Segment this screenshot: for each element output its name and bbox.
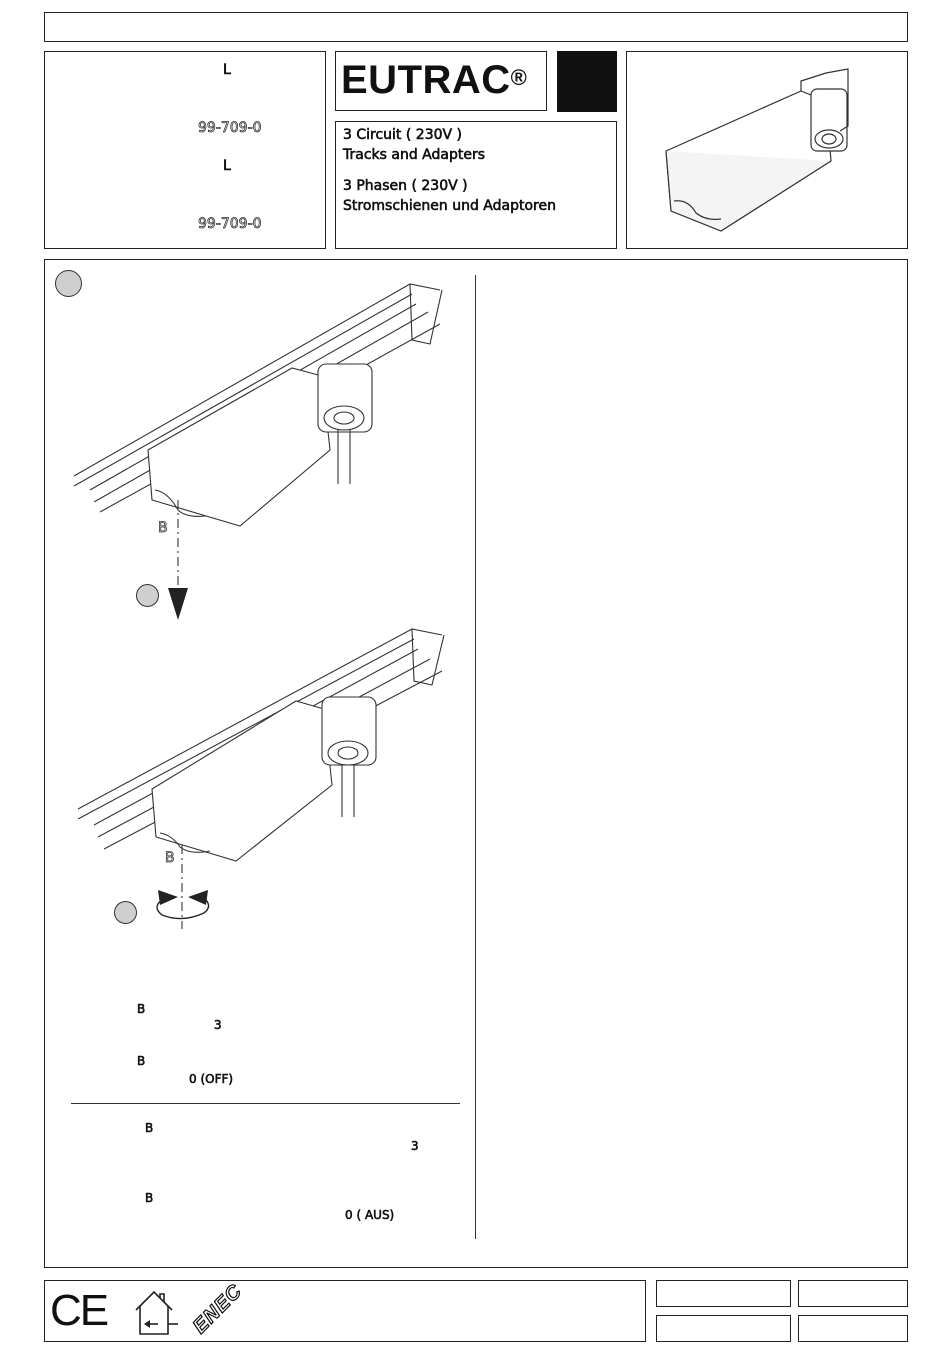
notes-separator: [71, 1103, 460, 1104]
note-de-b1: B: [145, 1121, 154, 1135]
product-code-1: 99-709-0: [198, 120, 262, 136]
footer-cell-3: [656, 1315, 791, 1342]
step-marker-rotate: [114, 901, 137, 924]
note-de-b2: B: [145, 1191, 154, 1205]
label-b-top: B: [158, 520, 168, 536]
footer-cell-4: [798, 1315, 908, 1342]
product-code-2: 99-709-0: [198, 216, 262, 232]
column-divider: [475, 275, 476, 1239]
description-de-line2: Stromschienen und Adaptoren: [343, 198, 556, 214]
track-adapter-illustration-bottom: [60, 625, 460, 870]
step-marker-pull: [136, 584, 159, 607]
description-en-line1: 3 Circuit ( 230V ): [343, 127, 462, 143]
title-box: [44, 12, 908, 42]
product-letter-2: L: [223, 158, 231, 174]
note-de-value1: 3: [411, 1139, 419, 1153]
enec-mark: [188, 1280, 248, 1338]
footer-cell-2: [798, 1280, 908, 1307]
brand-logo: [341, 56, 527, 104]
enec-mark-text: ENEC: [188, 1280, 247, 1338]
product-info-box: [44, 51, 326, 249]
black-square: [557, 51, 617, 112]
rotate-arrow-icon: [148, 845, 218, 935]
description-en-line2: Tracks and Adapters: [343, 147, 486, 163]
indoor-use-icon: [130, 1288, 180, 1336]
ce-mark: CE: [50, 1286, 108, 1335]
label-b-bottom: B: [165, 850, 175, 866]
track-adapter-illustration-top: [60, 280, 460, 540]
description-de-line1: 3 Phasen ( 230V ): [343, 178, 468, 194]
note-en-b2: B: [137, 1054, 146, 1068]
pull-down-arrow: [160, 500, 200, 625]
footer-cell-1: [656, 1280, 791, 1307]
note-de-value2: 0 ( AUS): [345, 1208, 395, 1222]
product-letter-1: L: [223, 62, 231, 78]
brand-registered: ®: [510, 65, 528, 90]
brand-name: EUTRAC: [341, 58, 511, 102]
note-en-value1: 3: [214, 1018, 222, 1032]
note-en-value2: 0 (OFF): [189, 1072, 234, 1086]
note-en-b1: B: [137, 1002, 146, 1016]
product-adapter-illustration: [626, 51, 908, 249]
